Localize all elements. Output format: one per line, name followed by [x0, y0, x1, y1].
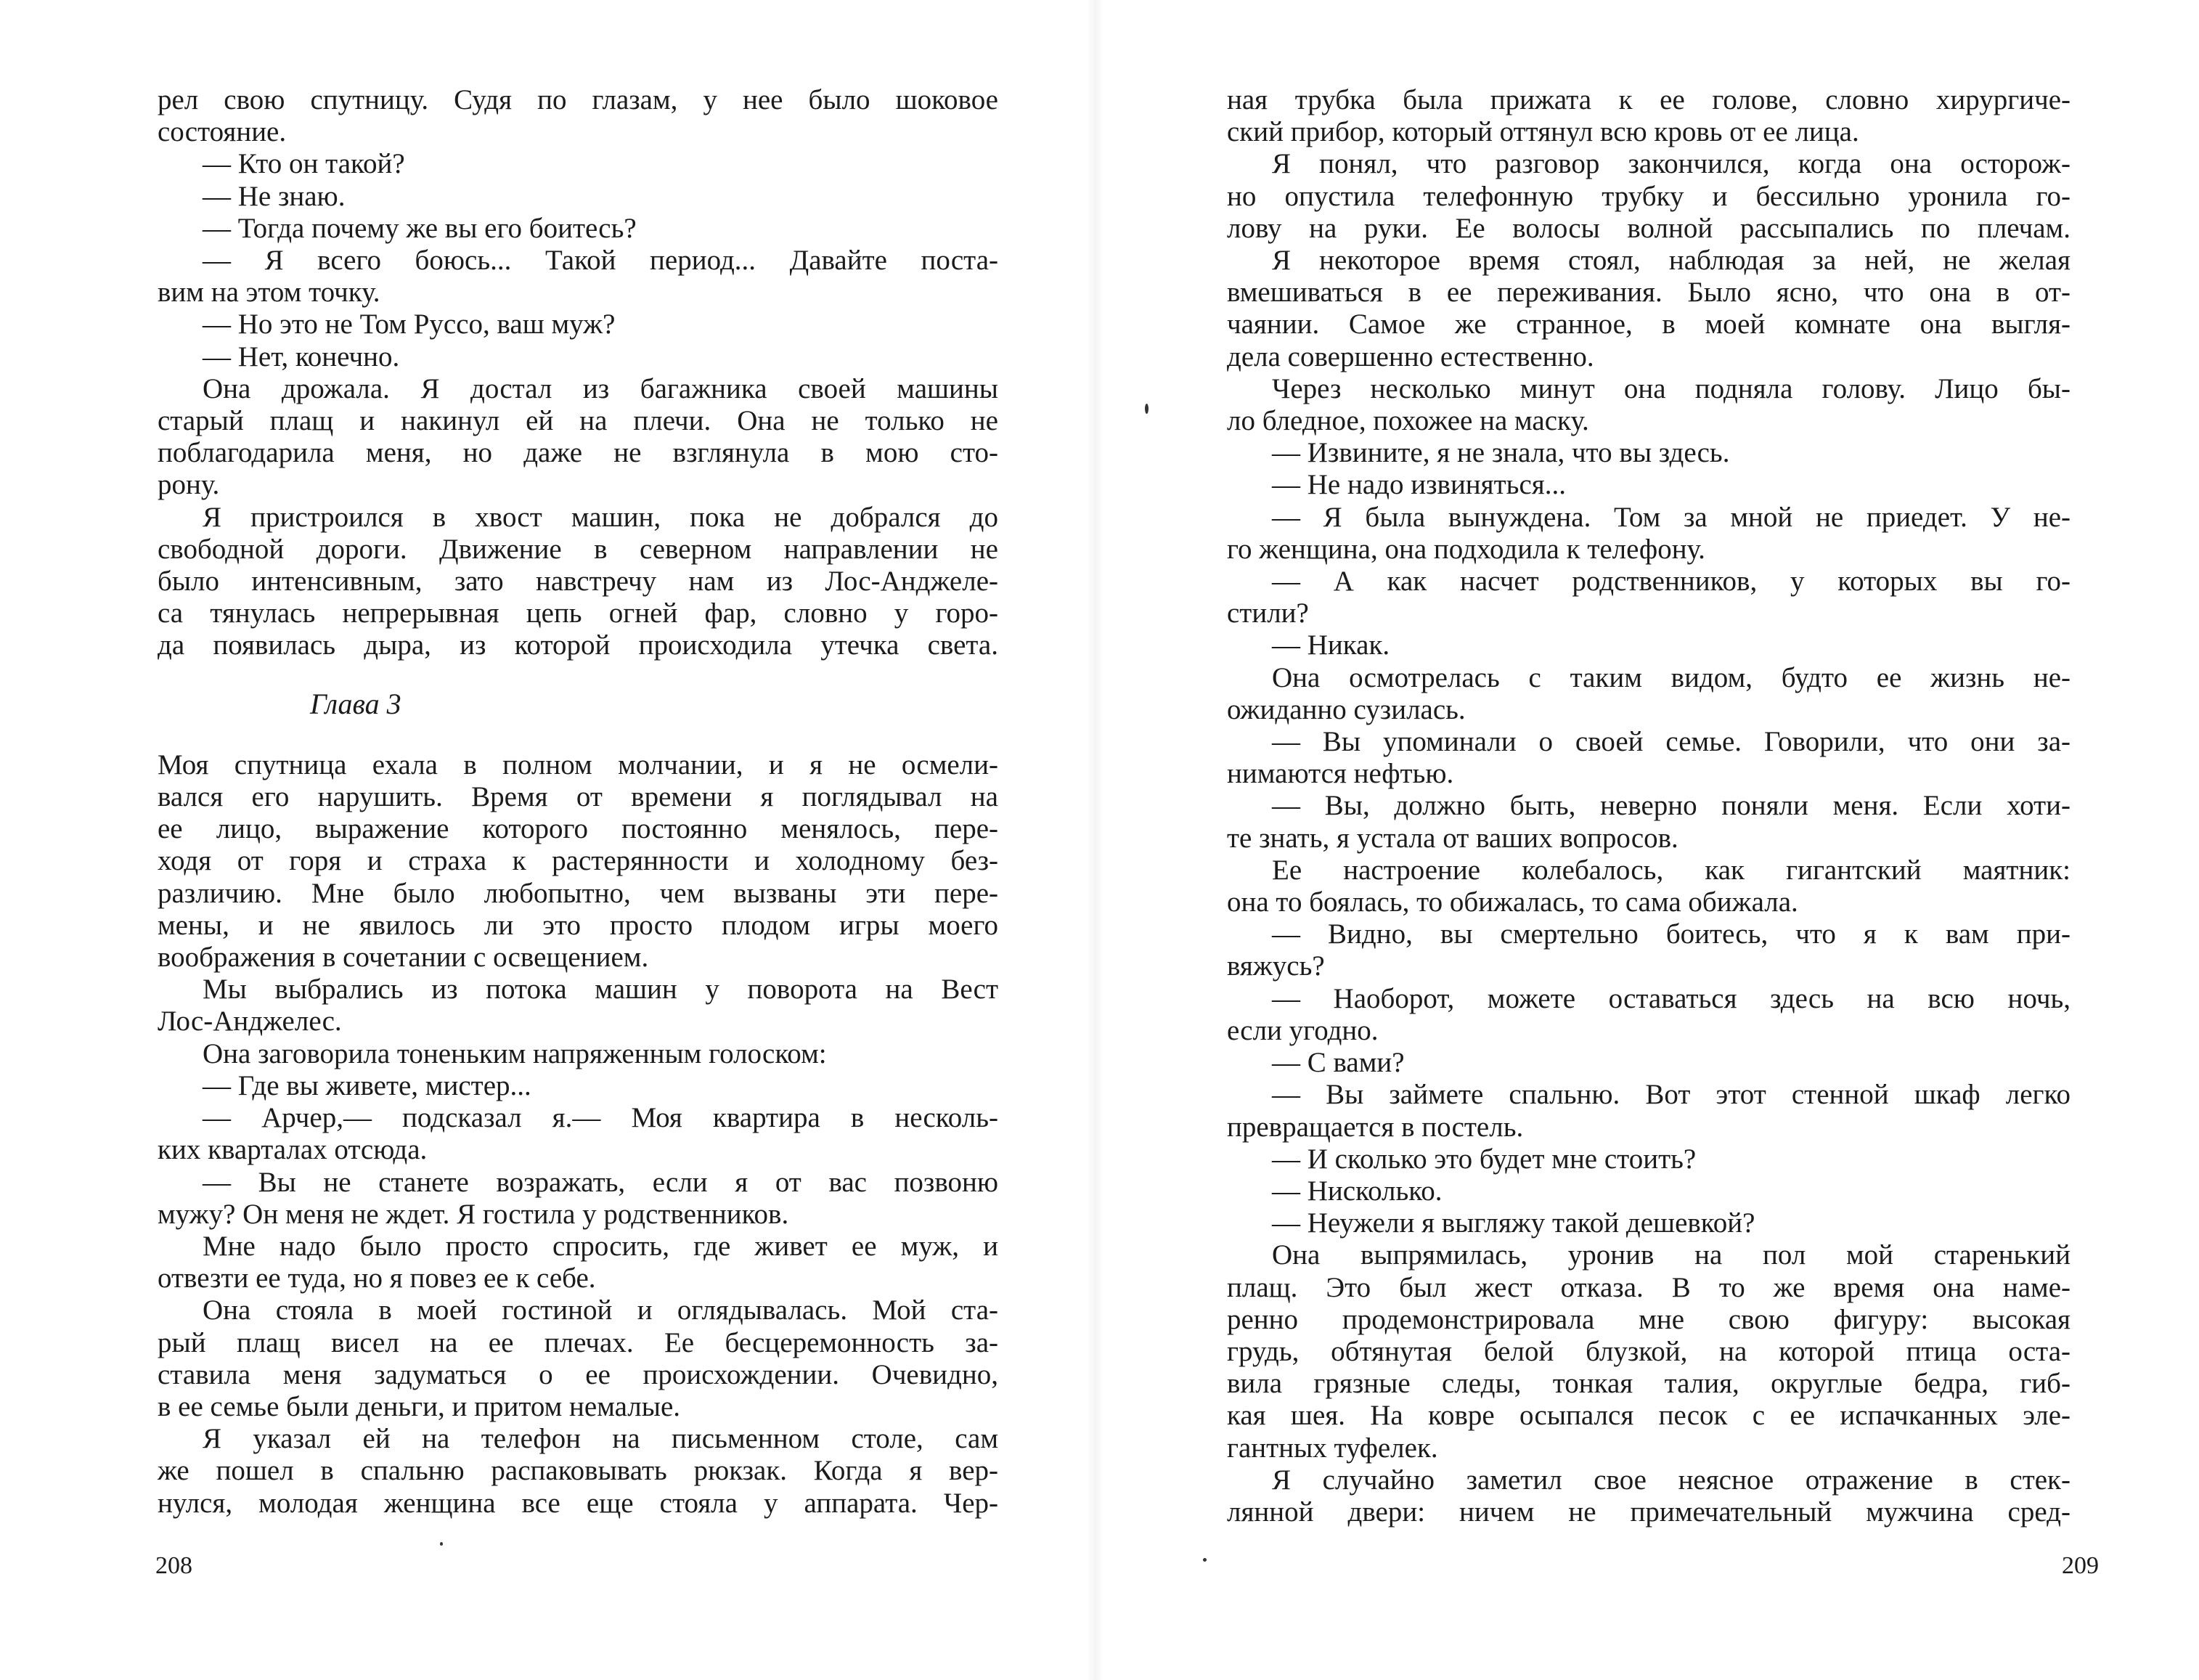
- text-line: ский прибор, который оттянул всю кровь от ее лица.: [1227, 116, 1859, 148]
- text-line: — Вы упоминали о своей семье. Говорили, что они за-: [1272, 726, 2071, 758]
- text-line: чаянии. Самое же странное, в моей комнате она выгля-: [1227, 309, 2071, 341]
- text-line: вила грязные следы, тонкая талия, округлые бедра, гиб-: [1227, 1368, 2071, 1400]
- text-line: было интенсивным, зато навстречу нам из Лос-Анджеле-: [158, 566, 998, 598]
- text-line: — Вы не станете возражать, если я от вас позвоню: [203, 1166, 998, 1198]
- text-line: вяжусь?: [1227, 950, 1325, 982]
- text-line: стили?: [1227, 598, 1309, 629]
- text-line: Я случайно заметил свое неясное отражение в стек-: [1272, 1464, 2071, 1496]
- page-number-left: 208: [155, 1552, 192, 1579]
- text-line: нулся, молодая женщина все еще стояла у аппарата. Чер-: [158, 1487, 998, 1519]
- scan-speck: [1203, 1558, 1207, 1562]
- text-line: она то боялась, то обижалась, то сама обижала.: [1227, 886, 1798, 918]
- text-line: Она заговорила тоненьким напряженным голоском:: [203, 1037, 827, 1069]
- text-line: отвезти ее туда, но я повез ее к себе.: [158, 1263, 596, 1294]
- text-line: ких кварталах отсюда.: [158, 1134, 428, 1166]
- text-line: — И сколько это будет мне стоить?: [1272, 1143, 1697, 1175]
- text-line: — А как насчет родственников, у которых вы го-: [1272, 566, 2071, 598]
- text-line: состояние.: [158, 116, 287, 148]
- text-line: Я понял, что разговор закончился, когда она осторож-: [1272, 148, 2071, 180]
- text-line: — Видно, вы смертельно боитесь, что я к вам при-: [1272, 918, 2071, 950]
- text-line: да появилась дыра, из которой происходила утечка света.: [158, 629, 998, 661]
- text-line: гантных туфелек.: [1227, 1432, 1438, 1464]
- text-line: — Кто он такой?: [203, 148, 405, 180]
- text-line: мены, и не явилось ли это просто плодом игры моего: [158, 909, 998, 941]
- text-line: рел свою спутницу. Судя по глазам, у нее было шоковое: [158, 84, 998, 115]
- text-line: са тянулась непрерывная цепь огней фар, словно у горо-: [158, 598, 998, 629]
- text-line: дела совершенно естественно.: [1227, 341, 1594, 372]
- text-line: Моя спутница ехала в полном молчании, и я не осмели-: [158, 749, 998, 780]
- text-line: нимаются нефтью.: [1227, 758, 1454, 790]
- text-line: Я указал ей на телефон на письменном столе, сам: [203, 1423, 998, 1455]
- text-line: ставила меня задуматься о ее происхождении. Очевидно,: [158, 1358, 998, 1390]
- text-line: — Нет, конечно.: [203, 341, 400, 372]
- page-left: [0, 0, 1089, 1680]
- book-gutter: [1088, 0, 1103, 1680]
- text-line: — Нисколько.: [1272, 1175, 1443, 1207]
- text-line: Она стояла в моей гостиной и оглядывалась. Мой ста-: [203, 1294, 998, 1326]
- text-line: — Никак.: [1272, 629, 1390, 661]
- text-line: вим на этом точку.: [158, 277, 380, 309]
- text-line: Она осмотрелась с таким видом, будто ее жизнь не-: [1272, 661, 2071, 693]
- text-line: — Я всего боюсь... Такой период... Давайте поста-: [203, 245, 998, 277]
- text-line: — Наоборот, можете оставаться здесь на всю ночь,: [1272, 982, 2071, 1014]
- text-line: — Неужели я выгляжу такой дешевкой?: [1272, 1207, 1755, 1239]
- text-line: — Вы, должно быть, неверно поняли меня. Если хоти-: [1272, 790, 2071, 822]
- text-line: те знать, я устала от ваших вопросов.: [1227, 822, 1678, 854]
- text-line: же пошел в спальню распаковывать рюкзак. Когда я вер-: [158, 1455, 998, 1487]
- text-line: если угодно.: [1227, 1014, 1379, 1046]
- text-line: лянной двери: ничем не примечательный мужчина сред-: [1227, 1496, 2071, 1528]
- text-line: различию. Мне было любопытно, чем вызваны эти пере-: [158, 877, 998, 909]
- text-line: ожиданно сузилась.: [1227, 693, 1466, 725]
- text-line: свободной дороги. Движение в северном направлении не: [158, 533, 998, 565]
- text-line: ее лицо, выражение которого постоянно менялось, пере-: [158, 813, 998, 845]
- text-line: го женщина, она подходила к телефону.: [1227, 533, 1705, 565]
- text-line: плащ. Это был жест отказа. В то же время она наме-: [1227, 1271, 2071, 1303]
- text-line: вался его нарушить. Время от времени я поглядывал на: [158, 781, 998, 813]
- text-line: ходя от горя и страха к растерянности и холодному без-: [158, 845, 998, 877]
- text-line: — С вами?: [1272, 1047, 1405, 1079]
- text-line: Я некоторое время стоял, наблюдая за ней, не желая: [1272, 245, 2071, 277]
- text-line: — Не надо извиняться...: [1272, 469, 1566, 501]
- text-line: поблагодарила меня, но даже не взглянула в мою сто-: [158, 437, 998, 469]
- text-line: Ее настроение колебалось, как гигантский маятник:: [1272, 854, 2071, 886]
- chapter-heading: Глава 3: [310, 687, 401, 720]
- text-line: — Извините, я не знала, что вы здесь.: [1272, 437, 1730, 469]
- text-line: Мне надо было просто спросить, где живет ее муж, и: [203, 1230, 998, 1262]
- page-number-right: 209: [2062, 1552, 2099, 1579]
- text-line: превращается в постель.: [1227, 1111, 1524, 1143]
- text-line: — Я была вынуждена. Том за мной не приедет. У не-: [1272, 501, 2071, 533]
- text-line: ло бледное, похожее на маску.: [1227, 405, 1589, 437]
- text-line: — Тогда почему же вы его боитесь?: [203, 212, 637, 244]
- scan-speck: [440, 1542, 443, 1546]
- text-line: старый плащ и накинул ей на плечи. Она не только не: [158, 405, 998, 437]
- text-line: грудь, обтянутая белой блузкой, на которой птица оста-: [1227, 1335, 2071, 1367]
- text-line: — Вы займете спальню. Вот этот стенной шкаф легко: [1272, 1079, 2071, 1111]
- text-line: ренно продемонстрировала мне свою фигуру: высокая: [1227, 1303, 2071, 1335]
- text-line: Через несколько минут она подняла голову. Лицо бы-: [1272, 372, 2071, 404]
- text-line: — Где вы живете, мистер...: [203, 1069, 531, 1101]
- text-line: но опустила телефонную трубку и бессильно уронила го-: [1227, 180, 2071, 212]
- text-line: вмешиваться в ее переживания. Было ясно, что она в от-: [1227, 277, 2071, 309]
- text-line: Она дрожала. Я достал из багажника своей машины: [203, 372, 998, 404]
- text-line: Лос-Анджелес.: [158, 1006, 342, 1037]
- page-right-text: [1227, 84, 2071, 1528]
- text-line: — Арчер,— подсказал я.— Моя квартира в несколь-: [203, 1102, 998, 1134]
- page-right: [1103, 0, 2199, 1680]
- text-line: лову на руки. Ее волосы волной рассыпались по плечам.: [1227, 212, 2071, 244]
- text-line: Мы выбрались из потока машин у поворота на Вест: [203, 974, 998, 1006]
- text-line: — Но это не Том Руссо, ваш муж?: [203, 309, 616, 341]
- text-line: Я пристроился в хвост машин, пока не добрался до: [203, 501, 998, 533]
- page-left-text: [158, 84, 998, 1520]
- text-line: рону.: [158, 469, 220, 501]
- scan-speck: [1145, 404, 1149, 414]
- text-line: мужу? Он меня не ждет. Я гостила у родственников.: [158, 1198, 789, 1230]
- text-line: кая шея. На ковре осыпался песок с ее испачканных эле-: [1227, 1400, 2071, 1432]
- text-line: Она выпрямилась, уронив на пол мой старенький: [1272, 1239, 2071, 1271]
- text-line: воображения в сочетании с освещением.: [158, 942, 649, 974]
- text-line: ная трубка была прижата к ее голове, словно хирургиче-: [1227, 84, 2071, 115]
- text-line: в ее семье были деньги, и притом немалые.: [158, 1390, 681, 1422]
- text-line: — Не знаю.: [203, 180, 346, 212]
- text-line: рый плащ висел на ее плечах. Ее бесцеремонность за-: [158, 1326, 998, 1358]
